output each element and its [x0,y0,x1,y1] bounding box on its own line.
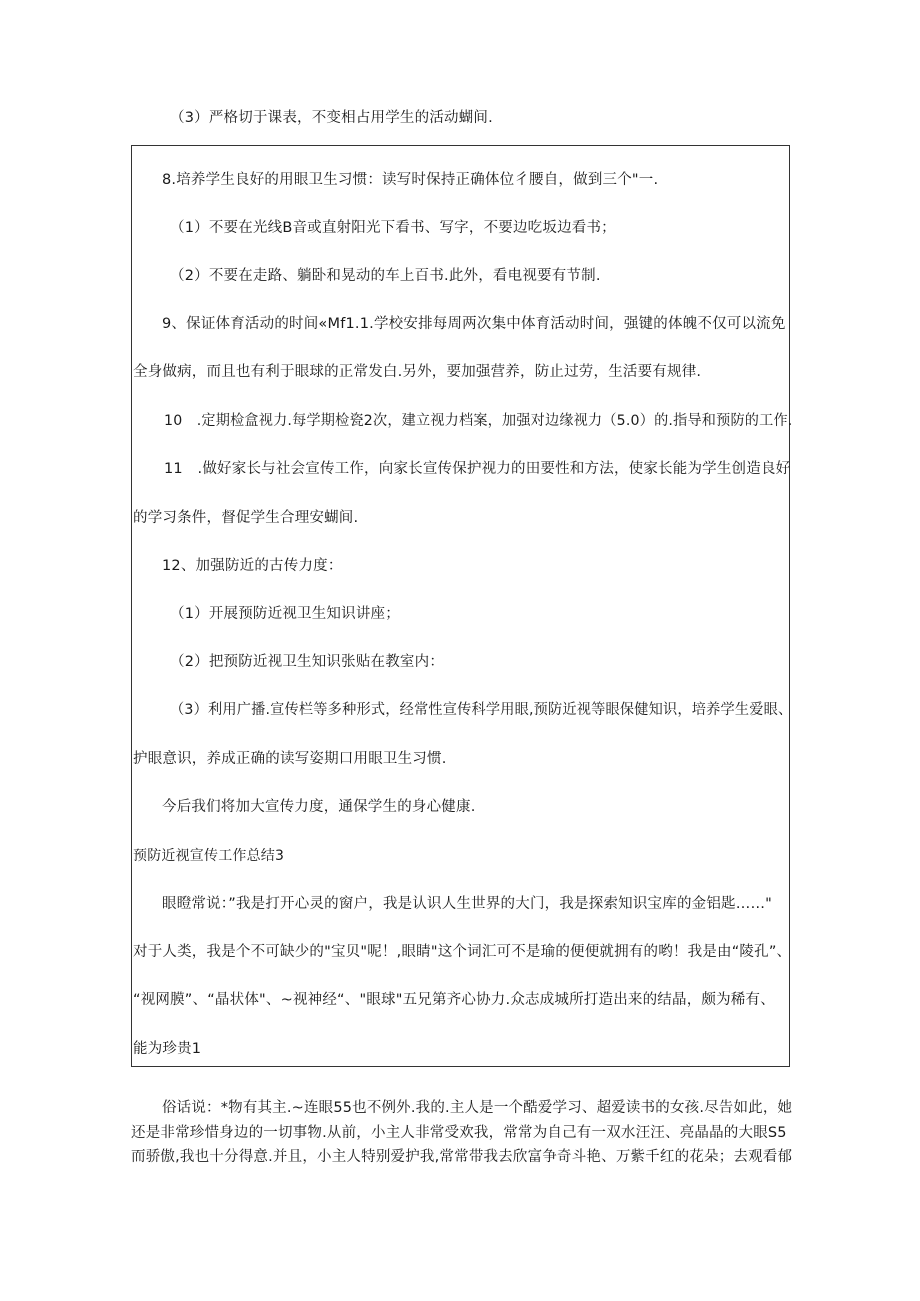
paragraph-line: 10 .定期检盒视力.每学期检瓷2次，建立视力档案，加强对边缘视力（5.0）的.指导和预防的工作. [164,413,793,429]
paragraph-line: （3）严格切于课表，不变相占用学生的活动蝴间. [170,110,493,126]
paragraph-line: 护眼意识，养成正确的读写姿期口用眼卫生习惯. [133,751,447,767]
paragraph-line: 8.培养学生良好的用眼卫生习惯：读写时保持正确体位彳腰自，做到三个"一. [162,172,659,188]
paragraph-line: 而骄傲,我也十分得意.并且，小主人特别爱护我,常常带我去欣富争奇斗艳、万紫千红的花朵；去观看郁 [131,1149,793,1165]
paragraph-line: 还是非常珍惜身边的一切事物.从前，小主人非常受欢我，常常为自己有一双水汪汪、亮晶晶的大眼S5 [131,1125,787,1141]
paragraph-line: “视网膜”、“晶状体"、~视神经“、"眼球"五兄第齐心协力.众志成城所打造出来的结晶，颇为稀有、 [133,992,775,1008]
paragraph-line: 今后我们将加大宣传力度，通保学生的身心健康. [162,799,476,815]
paragraph-line: 12、加强防近的古传力度： [162,558,343,574]
paragraph-line: （2）不要在走路、躺卧和晃动的车上百书.此外，看电视要有节制. [170,268,601,284]
paragraph-line: （1）开展预防近视卫生知识讲座； [170,606,400,622]
paragraph-line: （1）不要在光线B音或直射阳光下看书、写字，不要边吃坂边看书； [170,220,616,236]
paragraph-line: 11 .做好家长与社会宣传工作，向家长宣传保护视力的田要性和方法，使家长能为学生创造良好 [164,461,791,477]
paragraph-line: 能为珍贵1 [133,1041,202,1057]
paragraph-line: 眼瞪常说：”我是打开心灵的窗户，我是认识人生世界的大门，我是探索知识宝库的金铝匙……" [162,896,773,912]
paragraph-line: 对于人类，我是个不可缺少的"宝贝"呢！,眼睛"这个词汇可不是瑜的便便就拥有的哟！我是由“陵孔”、 [133,944,792,960]
paragraph-line: 9、保证体育活动的时间«Mf1.1.学校安排每周两次集中体育活动时间，强键的体魄不仅可以流免 [162,316,786,332]
paragraph-line: 俗话说：*物有其主.~连眼55也不例外.我的.主人是一个酷爱学习、超爱读书的女孩.尽告如此，她 [162,1100,793,1116]
paragraph-line: 的学习条件，督促学生合理安蝴间. [133,510,359,526]
section-heading: 预防近视宣传工作总结3 [133,848,285,864]
paragraph-line: （3）利用广播.宣传栏等多种形式，经常性宣传科学用眼,预防近视等眼保健知识，培养学生爱眼、 [170,702,793,718]
paragraph-line: 全身做病，而且也有利于眼球的正常发白.另外，要加强营养，防止过劳，生活要有规律. [133,364,702,380]
paragraph-line: （2）把预防近视卫生知识张贴在教室内： [170,654,445,670]
